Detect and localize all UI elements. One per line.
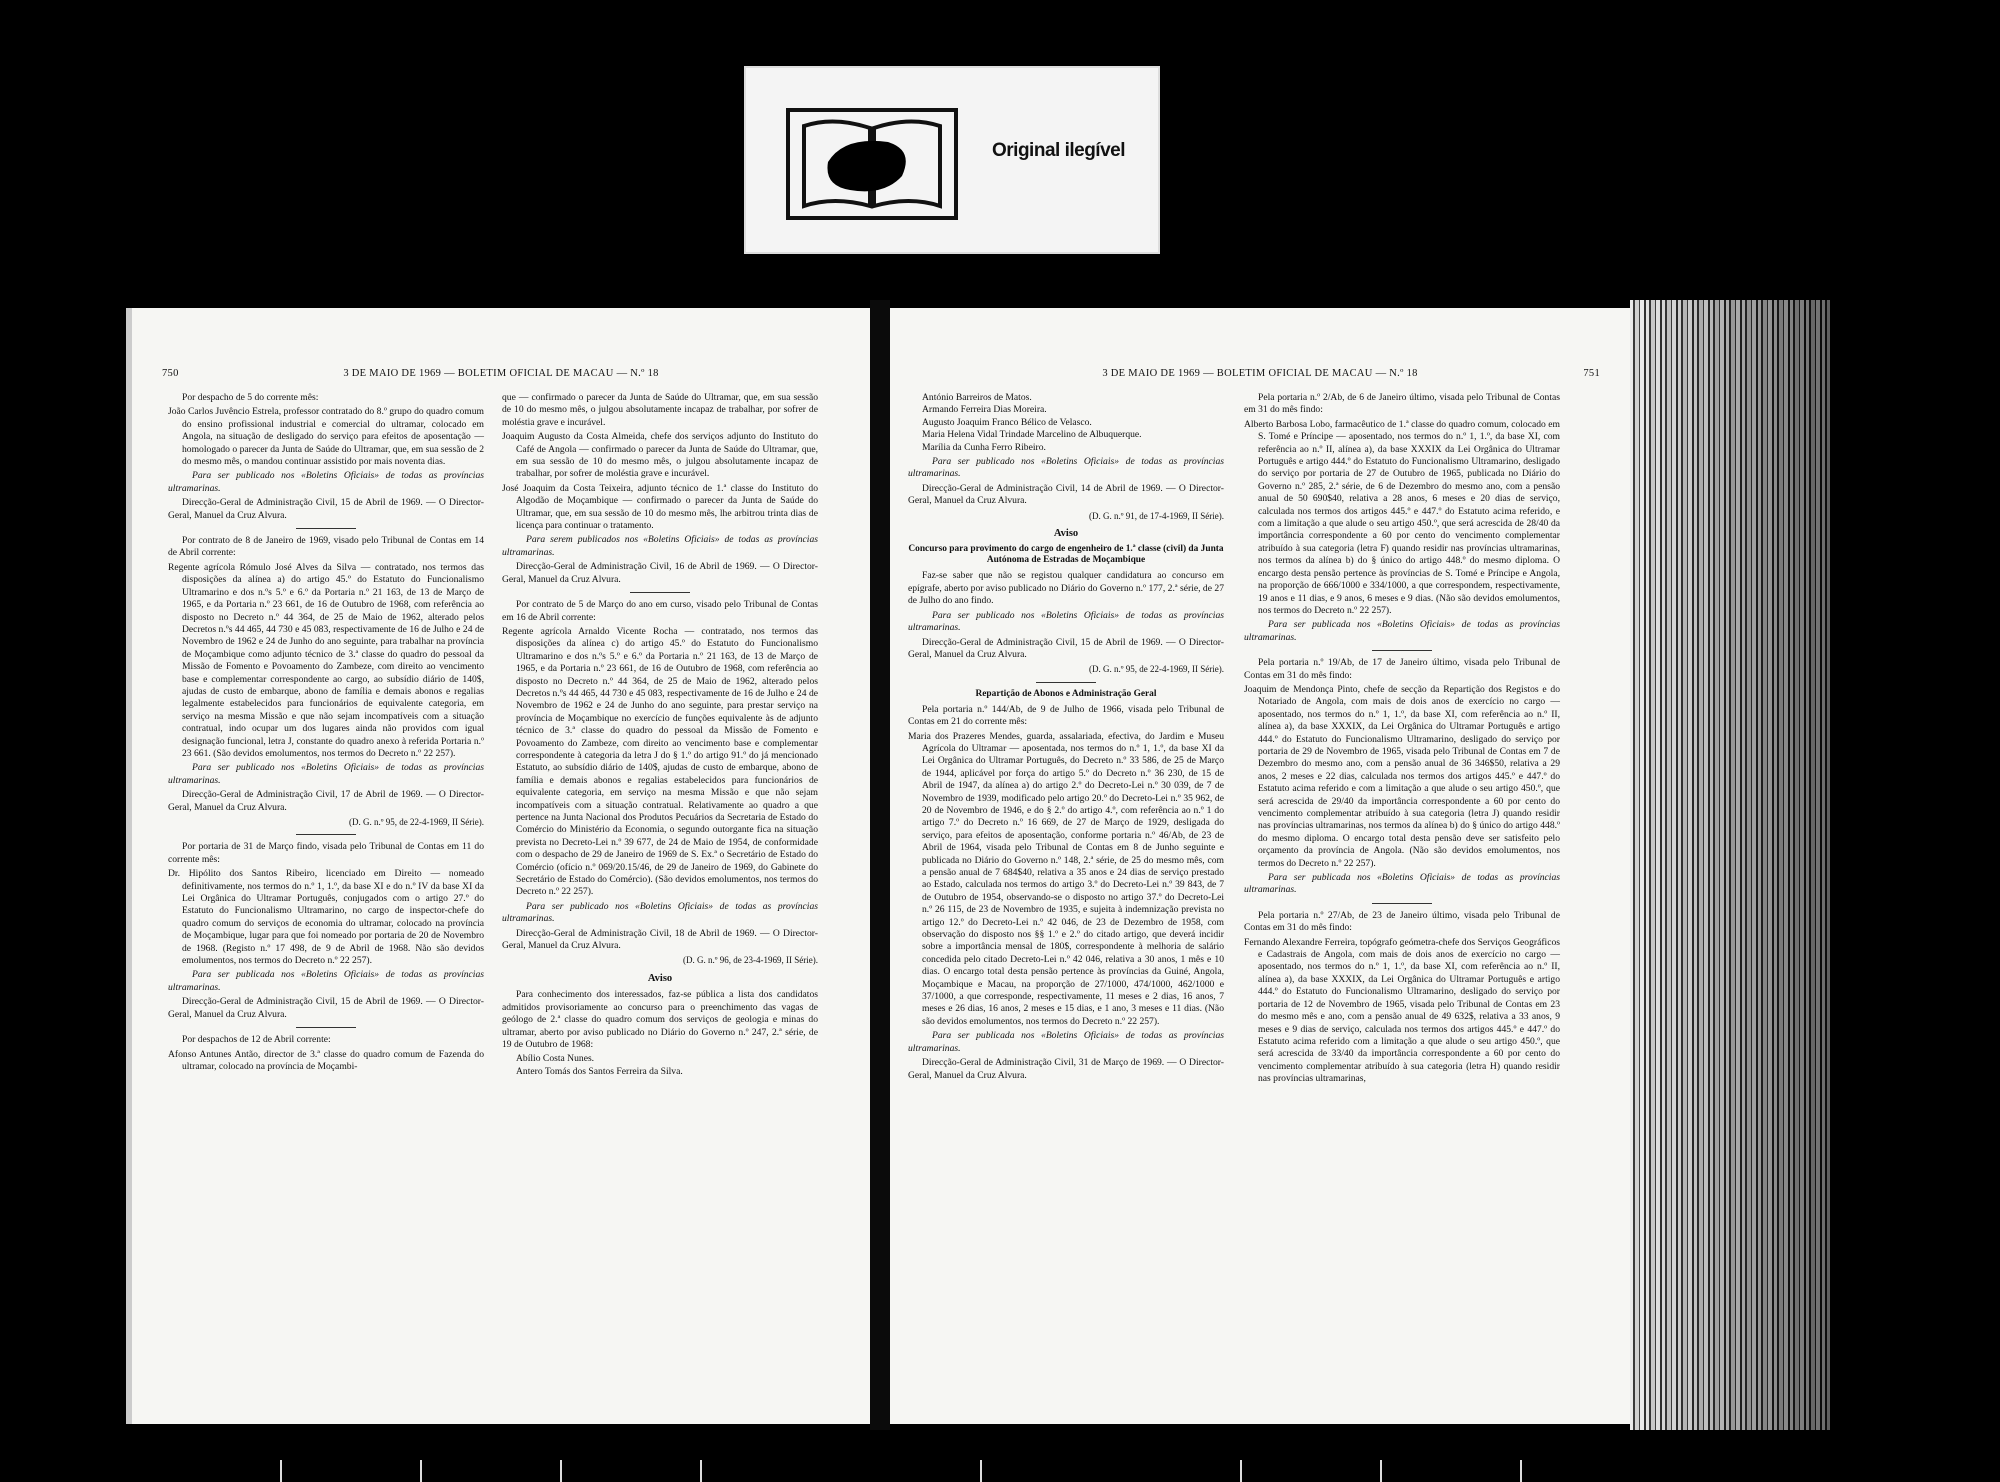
paragraph: Por contrato de 5 de Março do ano em curso, visado pelo Tribunal de Contas em 16 de Abril corrente: [502, 599, 818, 623]
paragraph: Direcção-Geral de Administração Civil, 15 de Abril de 1969. — O Director-Geral, Manuel da Cruz Alvura. [168, 996, 484, 1020]
left-page-column-1 [168, 392, 484, 1075]
scan-bottom-marks [0, 1448, 2000, 1482]
section-rule [630, 592, 690, 593]
entry-paragraph: João Carlos Juvêncio Estrela, professor contratado do 8.º grupo do quadro comum do ensino profissional industrial e comercial do ultramar, colocado em Angola, na situação de desligado do serviço para efeitos de aposentação — homologado o parecer da Junta de Saúde do Ultramar, que, em sua sessão de 2 do mesmo mês, o mandou continuar assistido por mais noventa dias. [168, 406, 484, 468]
entry-paragraph: Regente agrícola Arnaldo Vicente Rocha — contratado, nos termos das disposições da alínea c) do artigo 45.º do Estatuto do Funcionalismo Ultramarino e dos n.ºs 5.º e 6.º da Portaria n.º 21 163, de 13 de Março de 1965, e da Portaria n.º 23 661, de 16 de Outubro de 1968, com referência ao disposto no Decreto n.º 44 364, de 25 de Maio de 1962, alterado pelos Decretos n.ºs 44 465, 44 730 e 45 083, respectivamente de 16 de Julho e 24 de Novembro de 1962 e 24 de Junho do ano seguinte, para prestar serviço na província de Moçambique no exercício de funções equivalente às de adjunto técnico de 3.ª classe do quadro do pessoal da Missão de Fomento e Povoamento do Zambeze, com direito ao vencimento base e complementar correspondente à categoria da letra J do § 1.º do artigo 91.º do já mencionado Estatuto, ao subsídio diário de 140$, ajudas de custo de embarque, abono de família e demais abonos e regalias estabelecidos para funcionários de equivalente categoria, em serviço na mesma Missão e que não sejam incompatíveis com a situação contratual. Relativamente ao quadro a que pertence na Junta Nacional dos Produtos Pecuários da Secretaria de Estado do Comércio do Ministério da Economia, o segundo outorgante fica na situação prevista no Decreto-Lei n.º 39 677, de 24 de Maio de 1954, de conformidade com o despacho de 29 de Janeiro de 1969 de S. Ex.ª o Secretário de Estado do Comércio (ofício n.º 069/20.15/46, de 29 de Janeiro de 1969, do Gabinete do Secretário de Estado do Comércio). (São devidos emolumentos, nos termos do Decreto n.º 22 257). [502, 625, 818, 898]
entry-paragraph: Regente agrícola Rómulo José Alves da Silva — contratado, nos termos das disposições da alínea a) do artigo 45.º do Estatuto do Funcionalismo Ultramarino e dos n.ºs 5.º e 6.º da Portaria n.º 21 163, de 13 de Março de 1965, e da Portaria n.º 23 661, de 16 de Outubro de 1968, com referência ao disposto no Decreto n.º 44 364, de 25 de Maio de 1962, alterado pelos Decretos n.ºs 44 465, 44 730 e 45 083, respectivamente de 16 de Julho e 24 de Novembro de 1962 e 24 de Junho do ano seguinte, para trabalhar na província de Moçambique como adjunto técnico de 3.ª classe do quadro do pessoal da Missão de Fomento e Povoamento do Zambeze, com direito ao vencimento base e complementar correspondente ao cargo, ao subsídio diário de 140$, ajudas de custo de embarque, abono de família e demais abonos e regalias legalmente estabelecidos para funcionários de equivalente categoria, em serviço na mesma Missão e que não sejam incompatíveis com a situação contratual, indo ocupar um dos lugares ainda não providos com igual designação funcional, letra J, constante do quadro anexo à referida Portaria n.º 23 661. (São devidos emolumentos, nos termos do Decreto n.º 22 257). [168, 561, 484, 759]
left-page-column-2 [502, 392, 818, 1078]
entry-paragraph: Afonso Antunes Antão, director de 3.ª classe do quadro comum de Fazenda do ultramar, colocado na província de Moçambi- [168, 1048, 484, 1072]
running-head: 3 DE MAIO DE 1969 — BOLETIM OFICIAL DE MACAU — N.º 18 [1102, 368, 1418, 379]
section-rule [296, 1027, 356, 1028]
page-number: 750 [162, 368, 179, 379]
candidate-name: Marília da Cunha Ferro Ribeiro. [922, 441, 1046, 453]
candidate-name: Maria Helena Vidal Trindade Marcelino de Albuquerque. [922, 429, 1142, 441]
section-rule [1372, 903, 1432, 904]
right-page-header [920, 368, 1600, 382]
book-gutter [870, 300, 890, 1430]
paragraph: Direcção-Geral de Administração Civil, 16 de Abril de 1969. — O Director-Geral, Manuel da Cruz Alvura. [502, 561, 818, 585]
running-head: 3 DE MAIO DE 1969 — BOLETIM OFICIAL DE MACAU — N.º 18 [343, 368, 659, 379]
illegible-original-stamp [744, 66, 1160, 254]
entry-paragraph: Alberto Barbosa Lobo, farmacêutico de 1.ª classe do quadro comum, colocado em S. Tomé e Príncipe — aposentado, nos termos do n.º 1, 1.º, da base XI, com referência ao n.º II, alínea a), da base XXXIX da Lei Orgânica do Ultramar Português e artigo 444.º do Estatuto do Funcionalismo Ultramarino, desligado do serviço por portaria de 27 de Outubro de 1965, publicada no Diário do Governo n.º 285, 2.ª série, de 6 de Dezembro do mesmo ano, com a pensão anual de 50 690$40, relativa a 28 anos, 6 meses e 20 dias de serviço, calculada nos termos dos artigos 445.º e 447.º do Estatuto acima referido, e com a limitação a que alude o seu artigo 450.º, que será acrescida de 28/40 da importância correspondente a 60 por cento do vencimento complementar atribuído à sua categoria (letra F) quando residir nas províncias ultramarinas, nos termos da alínea b) do § único do artigo 448.º do mesmo diploma. O encargo desta pensão pertence às províncias de S. Tomé e Príncipe e Angola, na proporção de 666/1000 e 334/1000, a que correspondem, respectivamente, 19 anos e 11 dias, e 9 anos, 6 meses e 9 dias. (Não são devidos emolumentos, nos termos do Decreto n.º 22 257). [1244, 418, 1560, 616]
publication-note: Para ser publicado nos «Boletins Oficiais» de todas as províncias ultramarinas. [168, 762, 484, 786]
paragraph: que — confirmado o parecer da Junta de Saúde do Ultramar, que, em sua sessão de 10 do mesmo mês, o julgou absolutamente incapaz de trabalhar, por sofrer de moléstia grave e incurável. [502, 392, 818, 428]
paragraph: Pela portaria n.º 27/Ab, de 23 de Janeiro último, visada pelo Tribunal de Contas em 31 do mês findo: [1244, 909, 1560, 934]
candidate-name: Abílio Costa Nunes. [516, 1053, 595, 1065]
publication-note: Para ser publicada nos «Boletins Oficiais» de todas as províncias ultramarinas. [908, 1030, 1224, 1054]
left-page-header [162, 368, 840, 382]
paragraph: Por despachos de 12 de Abril corrente: [182, 1034, 331, 1046]
publication-note: Para ser publicada nos «Boletins Oficiais» de todas as províncias ultramarinas. [168, 969, 484, 993]
right-page-column-2 [1244, 392, 1560, 1088]
paragraph: Direcção-Geral de Administração Civil, 18 de Abril de 1969. — O Director-Geral, Manuel da Cruz Alvura. [502, 927, 818, 952]
paragraph: Faz-se saber que não se registou qualquer candidatura ao concurso em epígrafe, aberto por aviso publicado no Diário do Governo n.º 177, 2.ª série, de 27 de Julho do ano findo. [908, 570, 1224, 607]
publication-note: Para ser publicado nos «Boletins Oficiais» de todas as províncias ultramarinas. [502, 900, 818, 925]
gazette-reference: (D. G. n.º 95, de 22-4-1969, II Série). [348, 817, 484, 827]
publication-note: Para ser publicada nos «Boletins Oficiais» de todas as províncias ultramarinas. [1244, 872, 1560, 896]
section-rule [1036, 682, 1096, 683]
candidate-name: Antero Tomás dos Santos Ferreira da Silva. [516, 1065, 683, 1077]
page-number: 751 [1583, 368, 1600, 379]
paragraph: Por despacho de 5 do corrente mês: [182, 392, 319, 403]
entry-paragraph: José Joaquim da Costa Teixeira, adjunto técnico de 1.ª classe do Instituto do Algodão de Moçambique — confirmado o parecer da Junta de Saúde do Ultramar, que, em sua sessão de 10 do mesmo mês, lhe arbitrou trinta dias de licença para continuar o tratamento. [502, 482, 818, 532]
section-subtitle: Concurso para provimento do cargo de engenheiro de 1.ª classe (civil) da Junta Autónoma de Estradas de Moçambique [908, 544, 1224, 566]
publication-note: Para ser publicado nos «Boletins Oficiais» de todas as províncias ultramarinas. [168, 470, 484, 494]
paragraph: Por portaria de 31 de Março findo, visada pelo Tribunal de Contas em 11 do corrente mês: [168, 841, 484, 865]
left-page [126, 308, 870, 1424]
right-page-column-1 [908, 392, 1224, 1084]
paragraph: Por contrato de 8 de Janeiro de 1969, visado pelo Tribunal de Contas em 14 de Abril corrente: [168, 535, 484, 559]
section-subtitle: Repartição de Abonos e Administração Geral [975, 688, 1157, 699]
section-rule [296, 834, 356, 835]
entry-paragraph: Joaquim de Mendonça Pinto, chefe de secção da Repartição dos Registos e do Notariado de Angola, com mais de dois anos de exercício no cargo — aposentado, nos termos do n.º 1, 1.º, da base XI, com referência ao n.º II, alínea a), da base XXXIX, da Lei Orgânica do Ultramar Português e artigo 444.º do Estatuto do Funcionalismo Ultramarino, desligado do serviço por portaria de 29 de Novembro de 1965, visada pelo Tribunal de Contas em 7 de Dezembro do mesmo ano, com a pensão anual de 36 346$50, relativa a 29 anos, 2 meses e 22 dias, calculada nos termos dos artigos 445.º e 447.º do Estatuto acima referido e com a limitação a que alude o seu artigo 450.º, que será acrescida de 29/40 da importância correspondente a 60 por cento do vencimento complementar atribuído à sua categoria (letra J) quando residir nas províncias ultramarinas, nos termos da alínea b) do § único do artigo 448.º do mesmo diploma. O encargo total desta pensão deve ser satisfeito pelo orçamento da província de Angola. (Não são devidos emolumentos, nos termos do Decreto n.º 22 257). [1244, 683, 1560, 869]
entry-paragraph: Fernando Alexandre Ferreira, topógrafo geómetra-chefe dos Serviços Geográficos e Cadastrais de Angola, com mais de dois anos de exercício no cargo — aposentado, nos termos do n.º 1, 1.º, da base XI, com referência ao n.º II, alínea a), da base XXXIX, da Lei Orgânica do Ultramar Português e artigo 444.º do Estatuto do Funcionalismo Ultramarino, desligado do serviço por portaria de 12 de Novembro de 1965, visada pelo Tribunal de Contas em 23 do mesmo mês e ano, com a pensão anual de 49 632$, relativa a 33 anos, 9 meses e 9 dias de serviço, calculada nos termos dos artigos 445.º e 447.º do Estatuto acima referido com a limitação a que alude o seu artigo 450.º, que será acrescida de 33/40 da importância correspondente a 60 por cento do vencimento complementar atribuído à sua categoria (letra H) quando residir nas províncias ultramarinas, [1244, 936, 1560, 1085]
candidate-name: Armando Ferreira Dias Moreira. [922, 404, 1047, 416]
entry-paragraph: Maria dos Prazeres Mendes, guarda, assalariada, efectiva, do Jardim e Museu Agrícola do Ultramar — aposentada, nos termos do n.º 1, 1.º, da base XI da Lei Orgânica do Ultramar Português, do Decreto n.º 33 586, de 25 de Março de 1944, aplicável por força do artigo 5.º do Decreto n.º 36 230, de 15 de Abril de 1947, da alínea a) do artigo 2.º do Decreto-Lei n.º 30 039, de 7 de Novembro de 1939, modificado pelo artigo 20.º do Decreto-Lei n.º 35 962, de 20 de Novembro de 1946, e do § 2.º do artigo 4.º, com referência ao n.º 1 do artigo 7.º do Decreto n.º 16 669, de 27 de Março de 1929, desligada do serviço, para efeitos de aposentação, conforme portaria n.º 46/Ab, de 23 de Abril de 1964, visada pelo Tribunal de Contas em 8 de Junho seguinte e publicada no Diário do Governo n.º 148, 2.ª série, de 25 do mesmo mês, com a pensão anual de 7 684$40, relativa a 35 anos e 24 dias de serviço prestado ao Estado, calculada nos termos do artigo 3.º do Decreto-Lei n.º 39 843, de 7 de Outubro de 1954, observando-se o disposto no artigo 37.º do Decreto-Lei n.º 26 115, de 23 de Novembro de 1935, e sujeita à indemnização prevista no artigo 12.º do Decreto-Lei n.º 42 046, de 23 de Dezembro de 1958, com observação do disposto nos §§ 1.º e 2.º do citado artigo, que deverá incidir sobre a importância mensal de 180$, correspondente à melhoria de salário concedida pelo citado Decreto-Lei n.º 42 046, relativa a 30 anos, 1 mês e 10 dias. O encargo total desta pensão pertence às províncias da Guiné, Angola, Moçambique e Macau, na proporção de 27/1000, 474/1000, 462/1000 e 37/1000, a que corresponde, respectivamente, 11 meses e 2 dias, 16 anos, 7 meses e 26 dias, 16 anos, 2 meses e 15 dias, e 1 ano, 3 meses e 11 dias. (Não são devidos emolumentos, nos termos do Decreto n.º 22 257). [908, 730, 1224, 1027]
gazette-reference: (D. G. n.º 95, de 22-4-1969, II Série). [1088, 664, 1224, 675]
right-page [890, 308, 1630, 1424]
section-rule [1372, 650, 1432, 651]
gazette-reference: (D. G. n.º 91, de 17-4-1969, II Série). [1088, 510, 1224, 521]
candidate-name: Augusto Joaquim Franco Bélico de Velasco. [922, 416, 1092, 428]
section-rule [296, 528, 356, 529]
paragraph: Direcção-Geral de Administração Civil, 15 de Abril de 1969. — O Director-Geral, Manuel da Cruz Alvura. [908, 636, 1224, 660]
paragraph: Para conhecimento dos interessados, faz-se pública a lista dos candidatos admitidos provisoriamente ao concurso para o preenchimento das vagas de geólogo de 2.ª classe do quadro comum dos serviços de geologia e minas do ultramar, aberto por aviso publicado no Diário do Governo n.º 247, 2.ª série, de 19 de Outubro de 1968: [502, 989, 818, 1050]
publication-note: Para ser publicado nos «Boletins Oficiais» de todas as províncias ultramarinas. [908, 609, 1224, 634]
paragraph: Direcção-Geral de Administração Civil, 15 de Abril de 1969. — O Director-Geral, Manuel da Cruz Alvura. [168, 497, 484, 521]
book-page-edges [1630, 300, 1830, 1430]
paragraph: Direcção-Geral de Administração Civil, 14 de Abril de 1969. — O Director-Geral, Manuel da Cruz Alvura. [908, 482, 1224, 507]
paragraph: Pela portaria n.º 144/Ab, de 9 de Julho de 1966, visada pelo Tribunal de Contas em 21 do corrente mês: [908, 703, 1224, 728]
paragraph: Direcção-Geral de Administração Civil, 31 de Março de 1969. — O Director-Geral, Manuel da Cruz Alvura. [908, 1057, 1224, 1081]
stamp-label: Original ilegível [992, 140, 1125, 161]
publication-note: Para ser publicado nos «Boletins Oficiais» de todas as províncias ultramarinas. [908, 456, 1224, 480]
paragraph: Pela portaria n.º 2/Ab, de 6 de Janeiro último, visada pelo Tribunal de Contas em 31 do mês findo: [1244, 392, 1560, 416]
paragraph: Pela portaria n.º 19/Ab, de 17 de Janeiro último, visada pelo Tribunal de Contas em 31 do mês findo: [1244, 657, 1560, 681]
candidate-name: António Barreiros de Matos. [922, 392, 1032, 403]
gazette-reference: (D. G. n.º 96, de 23-4-1969, II Série). [682, 955, 818, 966]
publication-note: Para ser publicada nos «Boletins Oficiais» de todas as províncias ultramarinas. [1244, 619, 1560, 643]
entry-paragraph: Dr. Hipólito dos Santos Ribeiro, licenciado em Direito — nomeado definitivamente, nos termos do n.º 1, 1.º, da base XI e do n.º IV da base XI da Lei Orgânica do Ultramar Português, conjugados com o artigo 27.º do Estatuto do Funcionalismo Ultramarino, no cargo de inspector-chefe do quadro comum do serviços de economia do ultramar, colocado na província de Moçambique, lugar para que foi nomeado por portaria de 20 de Novembro de 1968. (Registo n.º 17 498, de 9 de Abril de 1968. Não são devidos emolumentos, nos termos do Decreto n.º 22 257). [168, 868, 484, 967]
entry-paragraph: Joaquim Augusto da Costa Almeida, chefe dos serviços adjunto do Instituto do Café de Angola — confirmado o parecer da Junta de Saúde do Ultramar, que, em sua sessão de 10 do mesmo mês, o julgou absolutamente incapaz de trabalhar, por sofrer de moléstia grave e incurável. [502, 431, 818, 480]
section-title: Aviso [1053, 528, 1079, 540]
paragraph: Direcção-Geral de Administração Civil, 17 de Abril de 1969. — O Director-Geral, Manuel da Cruz Alvura. [168, 789, 484, 813]
section-title: Aviso [647, 972, 673, 984]
publication-note: Para serem publicados nos «Boletins Oficiais» de todas as províncias ultramarinas. [502, 534, 818, 558]
open-book-icon [784, 106, 960, 222]
